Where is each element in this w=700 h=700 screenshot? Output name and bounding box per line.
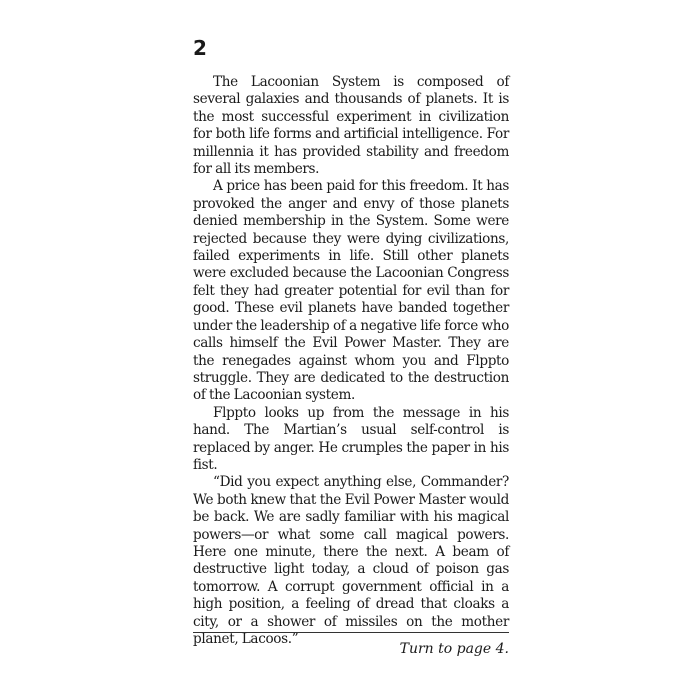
paragraph: A price has been paid for this freedom. It has provoked the anger and envy of those planets denied membership in the System. Some were rejected because they were dying civilizations, failed experiments in life. Still other planets were excluded because the Lacoonian Congress felt they had greater potential for evil than for good. These evil planets have banded together under the leadership of a negative life force who calls himself the Evil Power Master. They are the renegades against whom you and Flppto struggle. They are dedicated to the destruction of the Lacoonian system. (193, 178, 509, 404)
page-number: 2 (193, 36, 207, 60)
paragraph: “Did you expect anything else, Commander? We both knew that the Evil Power Master would be back. We are sadly familiar with his magical powers—or what some call magical powers. Here one minute, there the next. A beam of destructive light today, a cloud of poison gas tomorrow. A corrupt government official in a high position, a feeling of dread that cloaks a city, or a shower of missiles on the mother planet, Lacoos.” (193, 474, 509, 647)
paragraph: The Lacoonian System is composed of several galaxies and thousands of planets. It is the most successful experiment in civilization for both life forms and artificial intelligence. For millennia it has provided stability and freedom for all its members. (193, 74, 509, 178)
body-text (193, 74, 509, 648)
footer-divider (193, 632, 509, 633)
turn-to-page-instruction: Turn to page 4. (399, 641, 509, 657)
book-page (193, 34, 509, 648)
paragraph: Flppto looks up from the message in his hand. The Martian’s usual self-control is replaced by anger. He crumples the paper in his fist. (193, 404, 509, 473)
